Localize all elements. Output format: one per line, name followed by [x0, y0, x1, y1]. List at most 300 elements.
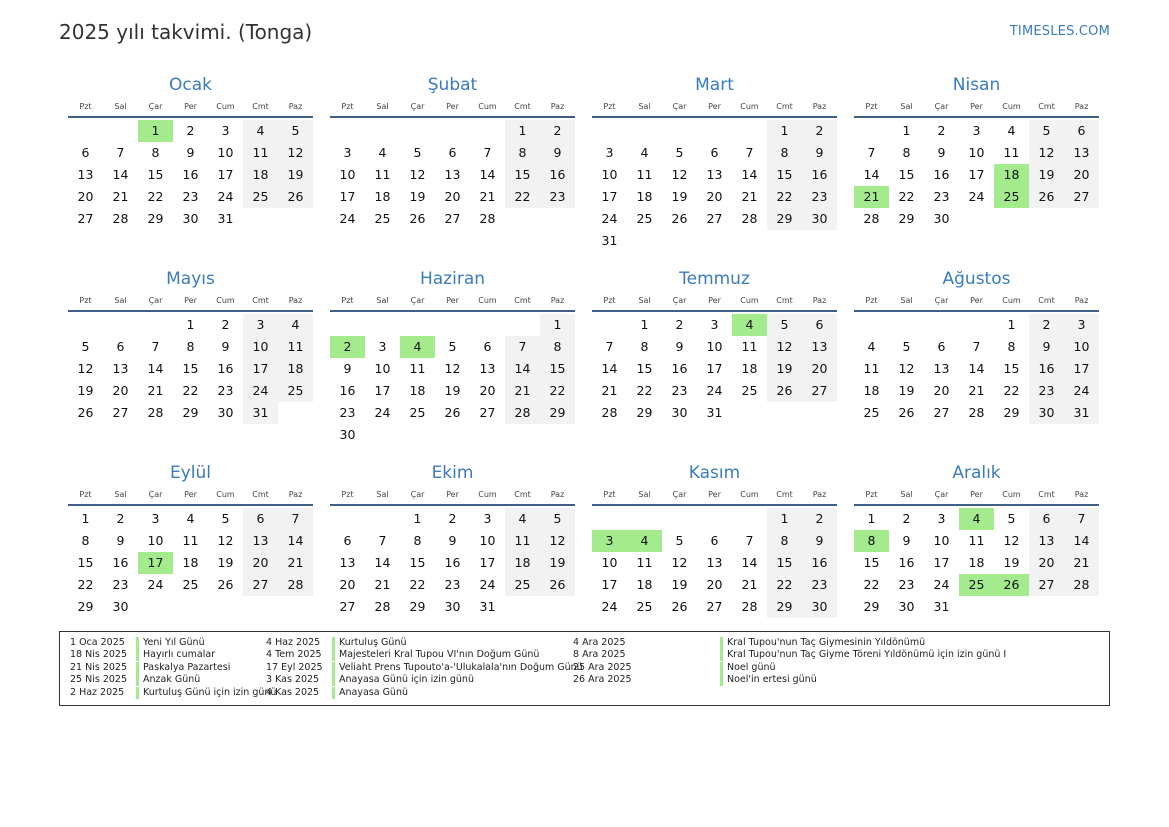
day-cell: 28: [374, 599, 391, 614]
day-cell: 3: [1064, 314, 1099, 336]
day-cell: 25: [278, 380, 313, 402]
weekday-label: Pzt: [603, 296, 616, 305]
day-cell: 9: [448, 533, 457, 548]
month-block: [854, 460, 1099, 625]
day-cell: 19: [898, 383, 915, 398]
legend-holiday-name: Majesteleri Kral Tupou VI'nın Doğum Günü: [332, 649, 539, 661]
weekday-label: Pzt: [341, 296, 354, 305]
day-cell: 22: [863, 577, 880, 592]
weekday-label: Cmt: [1038, 102, 1055, 111]
month-block: [592, 266, 837, 460]
empty-cell: [697, 120, 732, 142]
legend-date: 21 Nis 2025: [70, 661, 127, 673]
weekday-label: Paz: [1074, 102, 1089, 111]
day-cell: 9: [937, 145, 946, 160]
legend-holiday-name: Yeni Yıl Günü: [136, 637, 205, 649]
weekday-label: Çar: [672, 102, 687, 111]
day-cell: 5: [675, 533, 684, 548]
day-cell: 11: [863, 361, 880, 376]
day-grid: [592, 312, 837, 424]
weekday-header: [854, 98, 1099, 118]
day-cell: 27: [243, 574, 278, 596]
weekday-header: [592, 486, 837, 506]
day-cell: 23: [802, 186, 837, 208]
weekday-label: Çar: [148, 102, 163, 111]
day-cell: 30: [1029, 402, 1064, 424]
day-cell: 26: [77, 405, 94, 420]
day-cell: 27: [1064, 186, 1099, 208]
month-title: Ağustos: [942, 269, 1011, 289]
day-cell: 13: [1029, 530, 1064, 552]
day-cell: 28: [1064, 574, 1099, 596]
day-cell: 20: [444, 189, 461, 204]
day-cell: 4: [378, 145, 387, 160]
day-cell: 30: [671, 405, 688, 420]
weekday-label: Çar: [672, 296, 687, 305]
day-cell: 4: [867, 339, 876, 354]
day-cell: 11: [243, 142, 278, 164]
day-cell: 23: [540, 186, 575, 208]
weekday-label: Çar: [672, 490, 687, 499]
legend-date: 17 Eyl 2025: [266, 661, 323, 673]
day-cell: 16: [671, 361, 688, 376]
day-cell: 14: [863, 167, 880, 182]
holiday-day-cell: 18: [994, 164, 1029, 186]
day-cell: 12: [409, 167, 426, 182]
weekday-label: Pzt: [865, 102, 878, 111]
day-cell: 22: [505, 186, 540, 208]
day-cell: 8: [505, 142, 540, 164]
day-cell: 28: [505, 402, 540, 424]
day-cell: 28: [741, 211, 758, 226]
day-cell: 20: [706, 577, 723, 592]
day-cell: 10: [601, 555, 618, 570]
day-cell: 15: [863, 555, 880, 570]
empty-cell: [959, 314, 994, 336]
day-cell: 5: [767, 314, 802, 336]
day-cell: 8: [640, 339, 649, 354]
day-cell: 3: [378, 339, 387, 354]
day-cell: 23: [112, 577, 129, 592]
day-cell: 24: [217, 189, 234, 204]
day-cell: 27: [339, 599, 356, 614]
day-cell: 11: [636, 167, 653, 182]
day-cell: 7: [867, 145, 876, 160]
empty-cell: [627, 508, 662, 530]
day-cell: 19: [278, 164, 313, 186]
day-cell: 16: [540, 164, 575, 186]
day-cell: 7: [605, 339, 614, 354]
day-cell: 2: [802, 508, 837, 530]
day-cell: 17: [1064, 358, 1099, 380]
legend-holiday-name: Anayasa Günü için izin günü: [332, 674, 474, 686]
day-cell: 20: [706, 189, 723, 204]
day-cell: 20: [339, 577, 356, 592]
legend-holiday-name: Noel'in ertesi günü: [720, 674, 817, 686]
day-cell: 15: [77, 555, 94, 570]
day-cell: 18: [636, 577, 653, 592]
day-cell: 30: [802, 208, 837, 230]
day-cell: 31: [243, 402, 278, 424]
month-title: Aralık: [952, 463, 1001, 483]
day-grid: [854, 312, 1099, 424]
holiday-day-cell: 3: [592, 530, 627, 552]
day-cell: 27: [77, 211, 94, 226]
weekday-label: Cum: [740, 102, 759, 111]
empty-cell: [592, 314, 627, 336]
day-cell: 1: [867, 511, 876, 526]
legend-date: 4 Ara 2025: [573, 637, 626, 648]
day-cell: 24: [243, 380, 278, 402]
legend-holiday-name: Kurtuluş Günü için izin günü: [136, 687, 276, 699]
weekday-label: Per: [970, 490, 983, 499]
day-cell: 21: [374, 577, 391, 592]
empty-cell: [330, 314, 365, 336]
weekday-label: Per: [446, 296, 459, 305]
day-cell: 8: [767, 142, 802, 164]
day-cell: 9: [675, 339, 684, 354]
weekday-label: Cmt: [1038, 490, 1055, 499]
legend-holiday-name: Noel günü: [720, 662, 776, 674]
day-cell: 30: [217, 405, 234, 420]
legend-date: 25 Ara 2025: [573, 661, 632, 673]
weekday-label: Paz: [288, 296, 303, 305]
day-cell: 27: [112, 405, 129, 420]
day-cell: 14: [741, 167, 758, 182]
day-cell: 30: [933, 211, 950, 226]
day-cell: 22: [77, 577, 94, 592]
day-cell: 27: [802, 380, 837, 402]
day-cell: 10: [968, 145, 985, 160]
weekday-label: Pzt: [79, 296, 92, 305]
day-cell: 31: [933, 599, 950, 614]
weekday-label: Cum: [1002, 490, 1021, 499]
weekday-label: Paz: [1074, 490, 1089, 499]
day-cell: 19: [671, 189, 688, 204]
empty-cell: [103, 314, 138, 336]
weekday-label: Cmt: [252, 102, 269, 111]
weekday-label: Cum: [740, 490, 759, 499]
day-cell: 5: [221, 511, 230, 526]
day-cell: 16: [339, 383, 356, 398]
day-cell: 23: [671, 383, 688, 398]
day-cell: 15: [636, 361, 653, 376]
day-cell: 12: [1003, 533, 1020, 548]
day-cell: 19: [767, 358, 802, 380]
day-cell: 7: [972, 339, 981, 354]
month-title: Temmuz: [679, 269, 750, 289]
day-cell: 9: [343, 361, 352, 376]
weekday-header: [330, 486, 575, 506]
weekday-label: Sal: [900, 296, 913, 305]
day-cell: 29: [409, 599, 426, 614]
month-block: [330, 266, 575, 460]
weekday-label: Cmt: [776, 102, 793, 111]
day-cell: 22: [409, 577, 426, 592]
day-cell: 13: [933, 361, 950, 376]
day-cell: 22: [767, 186, 802, 208]
day-cell: 30: [898, 599, 915, 614]
weekday-label: Cmt: [776, 490, 793, 499]
day-cell: 29: [898, 211, 915, 226]
day-cell: 16: [898, 555, 915, 570]
holiday-day-cell: 4: [732, 314, 767, 336]
day-cell: 17: [706, 361, 723, 376]
day-cell: 21: [147, 383, 164, 398]
day-cell: 16: [1029, 358, 1064, 380]
day-cell: 25: [636, 599, 653, 614]
day-cell: 3: [243, 314, 278, 336]
day-cell: 28: [601, 405, 618, 420]
day-cell: 26: [671, 211, 688, 226]
holiday-day-cell: 1: [138, 120, 173, 142]
day-cell: 13: [706, 555, 723, 570]
day-cell: 3: [151, 511, 160, 526]
day-cell: 25: [374, 211, 391, 226]
day-cell: 7: [151, 339, 160, 354]
day-cell: 19: [540, 552, 575, 574]
day-cell: 8: [902, 145, 911, 160]
weekday-label: Paz: [550, 490, 565, 499]
day-cell: 21: [741, 577, 758, 592]
day-cell: 27: [706, 211, 723, 226]
day-cell: 25: [636, 211, 653, 226]
weekday-label: Çar: [410, 296, 425, 305]
day-cell: 6: [802, 314, 837, 336]
day-cell: 18: [374, 189, 391, 204]
weekday-label: Sal: [376, 490, 389, 499]
calendar-grid: [68, 72, 1103, 625]
day-cell: 7: [745, 533, 754, 548]
weekday-label: Cmt: [514, 296, 531, 305]
day-cell: 7: [378, 533, 387, 548]
day-cell: 20: [112, 383, 129, 398]
weekday-header: [68, 98, 313, 118]
day-cell: 30: [339, 427, 356, 442]
empty-cell: [365, 314, 400, 336]
day-cell: 26: [444, 405, 461, 420]
day-cell: 15: [182, 361, 199, 376]
day-grid: [592, 118, 837, 252]
legend-holiday-name: Kral Tupou'nun Taç Giymesinin Yıldönümü: [720, 637, 925, 649]
day-cell: 22: [540, 380, 575, 402]
day-cell: 5: [1029, 120, 1064, 142]
holiday-legend: [59, 631, 1110, 706]
weekday-label: Per: [446, 490, 459, 499]
day-cell: 1: [902, 123, 911, 138]
day-cell: 19: [1029, 164, 1064, 186]
day-cell: 8: [151, 145, 160, 160]
day-cell: 5: [1007, 511, 1016, 526]
weekday-label: Per: [184, 490, 197, 499]
day-cell: 29: [767, 596, 802, 618]
empty-cell: [662, 508, 697, 530]
empty-cell: [435, 120, 470, 142]
weekday-label: Per: [970, 296, 983, 305]
day-cell: 8: [540, 336, 575, 358]
day-cell: 12: [540, 530, 575, 552]
weekday-label: Çar: [148, 296, 163, 305]
day-cell: 21: [601, 383, 618, 398]
weekday-header: [854, 486, 1099, 506]
day-cell: 3: [937, 511, 946, 526]
day-cell: 6: [243, 508, 278, 530]
weekday-label: Cmt: [252, 490, 269, 499]
day-grid: [330, 312, 575, 446]
day-grid: [68, 118, 313, 230]
day-cell: 14: [968, 361, 985, 376]
day-cell: 28: [968, 405, 985, 420]
day-cell: 1: [640, 317, 649, 332]
month-title: Mayıs: [166, 269, 215, 289]
day-cell: 24: [706, 383, 723, 398]
day-cell: 26: [671, 599, 688, 614]
day-cell: 17: [217, 167, 234, 182]
day-cell: 1: [413, 511, 422, 526]
weekday-label: Paz: [812, 490, 827, 499]
day-cell: 17: [933, 555, 950, 570]
legend-date: 4 Kas 2025: [266, 686, 320, 698]
day-cell: 28: [479, 211, 496, 226]
weekday-header: [330, 98, 575, 118]
weekday-label: Cum: [1002, 102, 1021, 111]
weekday-label: Per: [708, 296, 721, 305]
day-cell: 10: [217, 145, 234, 160]
day-cell: 23: [898, 577, 915, 592]
weekday-label: Per: [446, 102, 459, 111]
day-grid: [68, 312, 313, 424]
legend-holiday-name: Paskalya Pazartesi: [136, 662, 230, 674]
weekday-label: Pzt: [79, 490, 92, 499]
month-block: [330, 460, 575, 625]
day-cell: 30: [182, 211, 199, 226]
weekday-label: Paz: [288, 490, 303, 499]
weekday-label: Paz: [1074, 296, 1089, 305]
site-link[interactable]: TIMESLES.COM: [1009, 24, 1110, 39]
day-cell: 20: [802, 358, 837, 380]
month-block: [854, 266, 1099, 460]
holiday-day-cell: 4: [627, 530, 662, 552]
holiday-day-cell: 2: [330, 336, 365, 358]
day-cell: 18: [505, 552, 540, 574]
day-cell: 3: [972, 123, 981, 138]
day-cell: 11: [741, 339, 758, 354]
day-cell: 18: [243, 164, 278, 186]
day-cell: 19: [77, 383, 94, 398]
day-cell: 2: [1029, 314, 1064, 336]
day-cell: 20: [933, 383, 950, 398]
day-cell: 14: [112, 167, 129, 182]
day-cell: 16: [444, 555, 461, 570]
day-cell: 9: [116, 533, 125, 548]
day-cell: 14: [1064, 530, 1099, 552]
day-cell: 4: [1007, 123, 1016, 138]
day-grid: [330, 506, 575, 618]
empty-cell: [924, 314, 959, 336]
weekday-label: Pzt: [341, 490, 354, 499]
day-cell: 15: [898, 167, 915, 182]
weekday-label: Per: [184, 102, 197, 111]
day-cell: 17: [243, 358, 278, 380]
day-cell: 8: [767, 530, 802, 552]
day-cell: 16: [802, 164, 837, 186]
day-cell: 22: [1003, 383, 1020, 398]
weekday-label: Sal: [638, 296, 651, 305]
month-block: [68, 266, 313, 460]
day-cell: 24: [933, 577, 950, 592]
day-cell: 1: [1007, 317, 1016, 332]
day-cell: 26: [217, 577, 234, 592]
day-cell: 3: [605, 145, 614, 160]
page-title: 2025 yılı takvimi. (Tonga): [59, 20, 313, 44]
empty-cell: [732, 508, 767, 530]
legend-date: 8 Ara 2025: [573, 649, 626, 661]
day-cell: 28: [112, 211, 129, 226]
day-cell: 10: [374, 361, 391, 376]
day-cell: 5: [413, 145, 422, 160]
day-cell: 2: [902, 511, 911, 526]
day-cell: 7: [505, 336, 540, 358]
month-title: Eylül: [169, 463, 212, 483]
empty-cell: [400, 314, 435, 336]
day-cell: 12: [767, 336, 802, 358]
weekday-header: [592, 98, 837, 118]
day-cell: 29: [540, 402, 575, 424]
day-cell: 19: [409, 189, 426, 204]
day-cell: 4: [243, 120, 278, 142]
day-cell: 26: [278, 186, 313, 208]
day-cell: 8: [81, 533, 90, 548]
day-cell: 16: [217, 361, 234, 376]
day-cell: 22: [636, 383, 653, 398]
legend-date: 3 Kas 2025: [266, 674, 320, 686]
day-cell: 12: [77, 361, 94, 376]
day-cell: 21: [505, 380, 540, 402]
day-cell: 11: [374, 167, 391, 182]
day-cell: 31: [217, 211, 234, 226]
day-grid: [330, 118, 575, 230]
day-cell: 18: [636, 189, 653, 204]
empty-cell: [68, 314, 103, 336]
day-cell: 18: [741, 361, 758, 376]
day-cell: 2: [540, 120, 575, 142]
day-cell: 7: [278, 508, 313, 530]
legend-holiday-name: Hayırlı cumalar: [136, 649, 215, 661]
day-cell: 13: [706, 167, 723, 182]
day-cell: 6: [343, 533, 352, 548]
day-grid: [854, 118, 1099, 230]
weekday-label: Sal: [638, 490, 651, 499]
weekday-label: Cmt: [252, 296, 269, 305]
legend-date: 2 Haz 2025: [70, 686, 125, 698]
day-cell: 1: [186, 317, 195, 332]
day-cell: 8: [186, 339, 195, 354]
day-cell: 28: [278, 574, 313, 596]
day-cell: 10: [706, 339, 723, 354]
empty-cell: [435, 314, 470, 336]
day-cell: 3: [710, 317, 719, 332]
day-cell: 12: [671, 555, 688, 570]
month-title: Kasım: [688, 463, 741, 483]
weekday-label: Cum: [478, 296, 497, 305]
day-cell: 25: [182, 577, 199, 592]
day-cell: 27: [1029, 574, 1064, 596]
day-cell: 25: [243, 186, 278, 208]
weekday-label: Sal: [114, 296, 127, 305]
day-cell: 19: [444, 383, 461, 398]
day-cell: 30: [112, 599, 129, 614]
day-cell: 13: [444, 167, 461, 182]
